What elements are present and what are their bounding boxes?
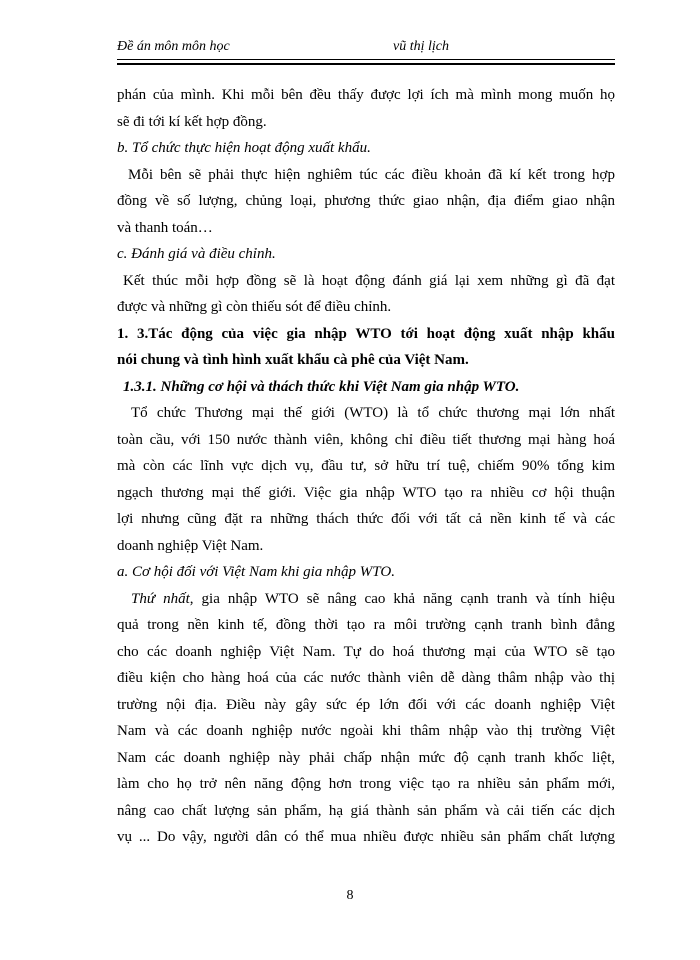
- paragraph-line: lợi nhưng cũng đặt ra những thách thức đối với tất cả nền kinh tế và các: [117, 511, 615, 527]
- paragraph-line: phán của mình. Khi mỗi bên đều thấy được lợi ích mà mình mong muốn họ: [117, 87, 615, 103]
- paragraph-line: và thanh toán…: [117, 219, 213, 236]
- subheading-a: a. Cơ hội đối với Việt Nam khi gia nhập WTO.: [117, 564, 395, 580]
- paragraph-line-rest: , gia nhập WTO sẽ nâng cao khả năng cạnh tranh và tính hiệu: [189, 590, 615, 607]
- paragraph-line: đồng về số lượng, chủng loại, phương thức giao nhận, địa điểm giao nhận: [117, 193, 615, 209]
- paragraph-line: Mỗi bên sẽ phải thực hiện nghiêm túc các điều khoản đã kí kết trong hợp: [128, 166, 615, 183]
- paragraph-line: nâng cao chất lượng sản phẩm, hạ giá thành sản phẩm và cải tiến các dịch: [117, 802, 615, 819]
- page-number: 8: [346, 888, 354, 903]
- paragraph-line: [117, 586, 615, 613]
- paragraph-line: toàn cầu, với 150 nước thành viên, không chỉ điều tiết thương mại hàng hoá: [117, 431, 615, 448]
- paragraph-line: Kết thúc mỗi hợp đồng sẽ là hoạt động đánh giá lại xem những gì đã đạt: [123, 272, 615, 289]
- subheading-c: c. Đánh giá và điều chỉnh.: [117, 246, 276, 262]
- paragraph-line: mà còn các lĩnh vực dịch vụ, đầu tư, sở hữu trí tuệ, chiếm 90% tổng kim: [117, 458, 615, 474]
- header-rule-thick: [117, 63, 615, 65]
- subsection-heading: 1.3.1. Những cơ hội và thách thức khi Việt Nam gia nhập WTO.: [123, 378, 520, 395]
- page-header: [117, 37, 615, 61]
- paragraph-line: được và những gì còn thiếu sót để điều chỉnh.: [117, 299, 392, 315]
- subheading-b: b. Tổ chức thực hiện hoạt động xuất khẩu.: [117, 140, 371, 156]
- paragraph-line: Nam và các doanh nghiệp nước ngoài khi thâm nhập vào thị trường Việt: [117, 723, 615, 739]
- section-heading-cont: nói chung và tình hình xuất khẩu cà phê của Việt Nam.: [117, 352, 469, 368]
- paragraph-line: doanh nghiệp Việt Nam.: [117, 537, 264, 554]
- header-course-title: Đề án môn môn học: [117, 39, 230, 54]
- paragraph-line: ngạch thương mại thế giới. Việc gia nhập WTO tạo ra nhiều cơ hội thuận: [117, 484, 615, 501]
- paragraph-line: làm cho họ trở nên năng động hơn trong việc tạo ra nhiều sản phẩm mới,: [117, 776, 615, 792]
- paragraph-line: sẽ đi tới kí kết hợp đồng.: [117, 113, 267, 130]
- paragraph-line: trường nội địa. Điều này gây sức ép lớn đối với các doanh nghiệp Việt: [117, 696, 615, 713]
- header-rule-thin: [117, 59, 615, 60]
- section-heading: 1. 3.Tác động của việc gia nhập WTO tới hoạt động xuất nhập khẩu: [117, 325, 615, 342]
- document-body: [117, 82, 615, 851]
- paragraph-line: cho các doanh nghiệp Việt Nam. Tự do hoá thương mại của WTO sẽ tạo: [117, 643, 615, 660]
- paragraph-line: Tổ chức Thương mại thế giới (WTO) là tổ chức thương mại lớn nhất: [131, 405, 615, 421]
- paragraph-line: quả trong nền kinh tế, đồng thời tạo ra môi trường cạnh tranh bình đẳng: [117, 617, 615, 633]
- emphasis-thu-nhat: Thứ nhất: [131, 590, 190, 607]
- paragraph-line: điều kiện cho hàng hoá của các nước thành viên dễ dàng thâm nhập vào thị: [117, 670, 615, 686]
- paragraph-line: vụ ... Do vậy, người dân có thể mua nhiều được nhiều sản phẩm chất lượng: [117, 829, 615, 845]
- paragraph-line: Nam các doanh nghiệp này phải chấp nhận mức độ cạnh tranh khốc liệt,: [117, 749, 615, 766]
- header-author: vũ thị lịch: [393, 39, 449, 54]
